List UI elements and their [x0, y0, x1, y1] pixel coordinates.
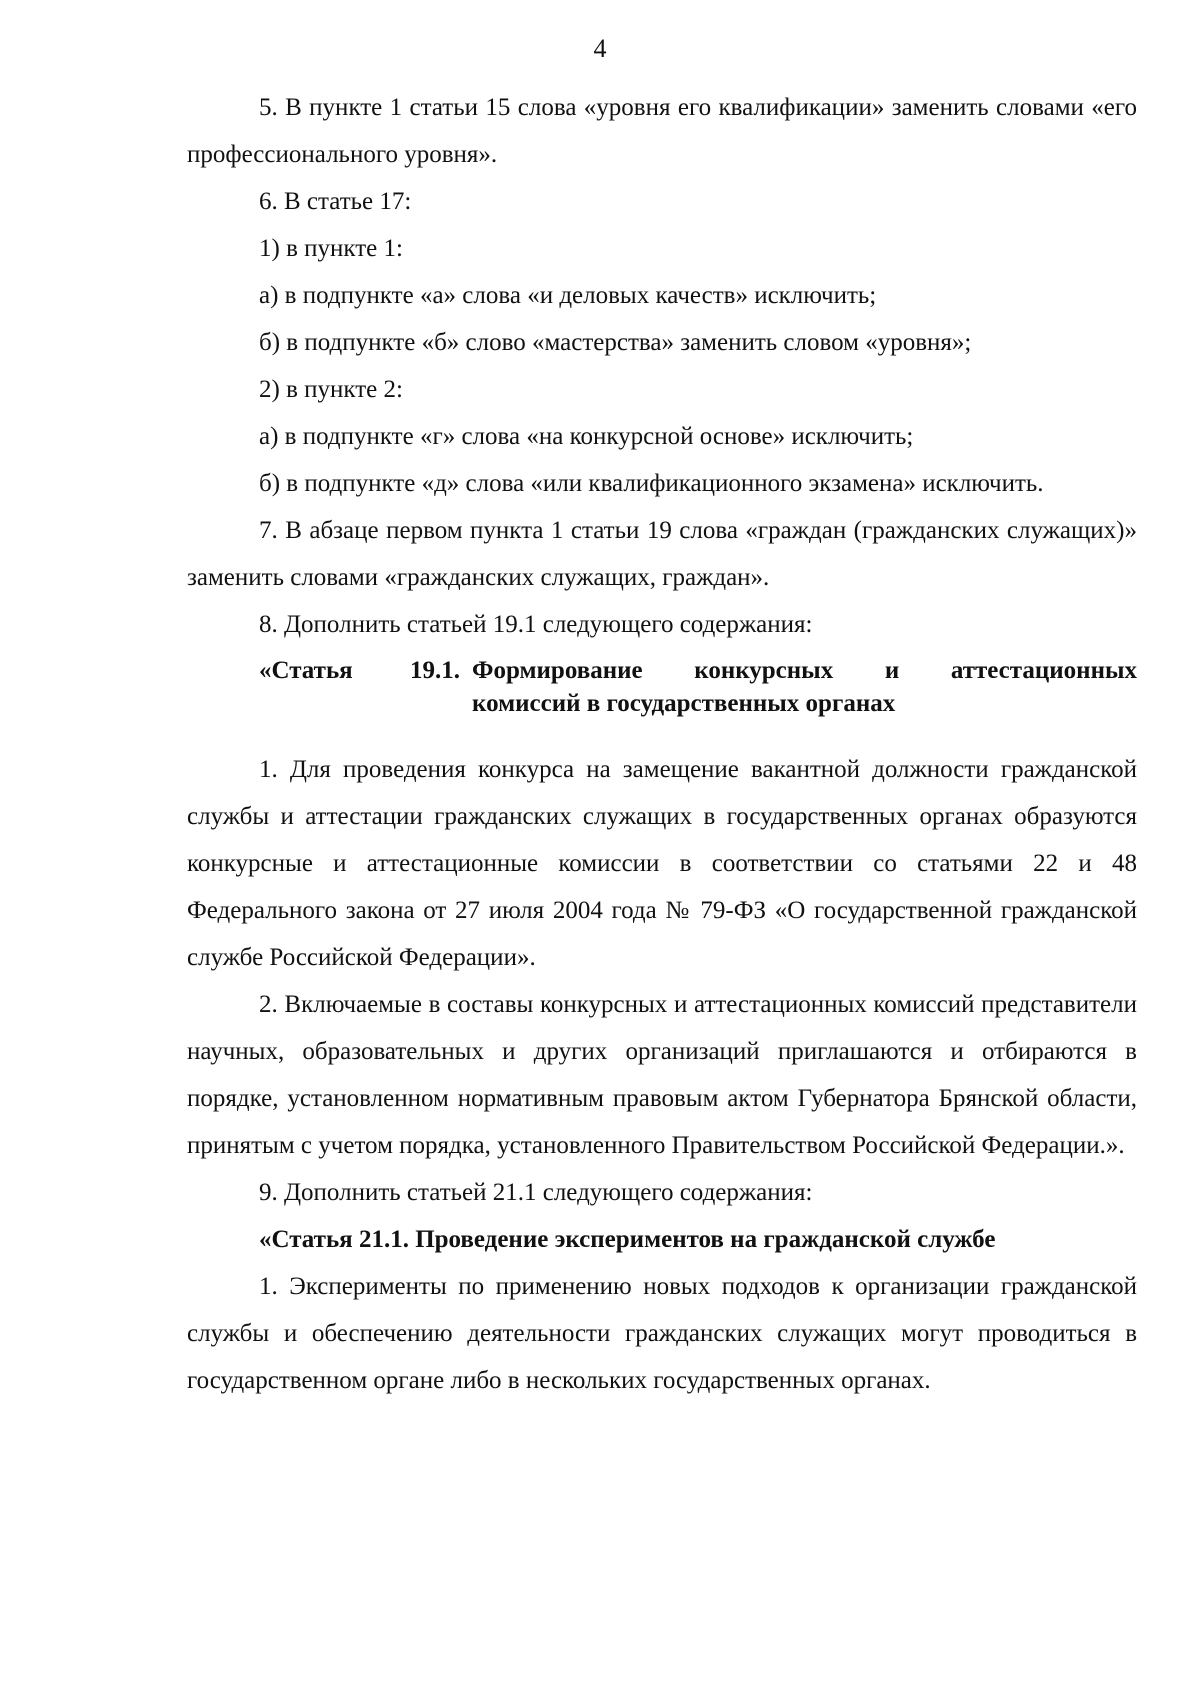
article-19-1-title-line2: комиссий в государственных органах	[472, 690, 896, 717]
paragraph-6-2-a: а) в подпункте «г» слова «на конкурсной основе» исключить;	[259, 423, 914, 450]
article-21-1-heading: «Статья 21.1. Проведение экспериментов на гражданской службе	[259, 1226, 996, 1253]
paragraph-5: 5. В пункте 1 статьи 15 слова «уровня его квалификации» заменить словами «его профессионального уровня».	[187, 94, 1137, 168]
paragraph-9: 9. Дополнить статьей 21.1 следующего содержания:	[259, 1179, 813, 1206]
page-number: 4	[593, 34, 607, 63]
article-21-1-paragraph-1: 1. Эксперименты по применению новых подходов к организации гражданской службы и обеспечению деятельности гражданских служащих могут проводиться в государственном органе либо в нескольких государственных органах.	[187, 1273, 1137, 1394]
article-19-1-title-line1: Формирование конкурсных и аттестационных	[472, 657, 1137, 684]
article-19-1-title	[472, 654, 1137, 720]
document-body	[187, 84, 1137, 1404]
article-19-1-label	[187, 654, 472, 687]
paragraph-6-1-b: б) в подпункте «б» слово «мастерства» заменить словом «уровня»;	[259, 329, 972, 356]
paragraph-8: 8. Дополнить статьей 19.1 следующего содержания:	[259, 611, 813, 638]
paragraph-6: 6. В статье 17:	[259, 188, 412, 215]
article-19-1-paragraph-1: 1. Для проведения конкурса на замещение вакантной должности гражданской службы и аттестации гражданских служащих в государственных органах образуются конкурсные и аттестационные комиссии в соответствии со статьями 22 и 48 Федерального закона от 27 июля 2004 года № 79-ФЗ «О государственной гражданской службе Российской Федерации».	[187, 756, 1137, 971]
article-19-1-paragraph-2: 2. Включаемые в составы конкурсных и аттестационных комиссий представители научных, образовательных и других организаций приглашаются и отбираются в порядке, установленном нормативным правовым актом Губернатора Брянской области, принятым с учетом порядка, установленного Правительством Российской Федерации.».	[187, 991, 1137, 1159]
article-19-1-prefix: «Статья	[259, 657, 353, 684]
article-19-1-heading	[187, 654, 1137, 720]
article-19-1-number: 19.1.	[410, 657, 460, 684]
paragraph-6-2-b: б) в подпункте «д» слова «или квалификационного экзамена» исключить.	[259, 470, 1044, 497]
paragraph-6-1-a: а) в подпункте «а» слова «и деловых качеств» исключить;	[259, 282, 877, 309]
paragraph-6-2: 2) в пункте 2:	[259, 376, 403, 403]
paragraph-7: 7. В абзаце первом пункта 1 статьи 19 слова «граждан (гражданских служащих)» заменить словами «гражданских служащих, граждан».	[187, 517, 1137, 591]
paragraph-6-1: 1) в пункте 1:	[259, 235, 403, 262]
